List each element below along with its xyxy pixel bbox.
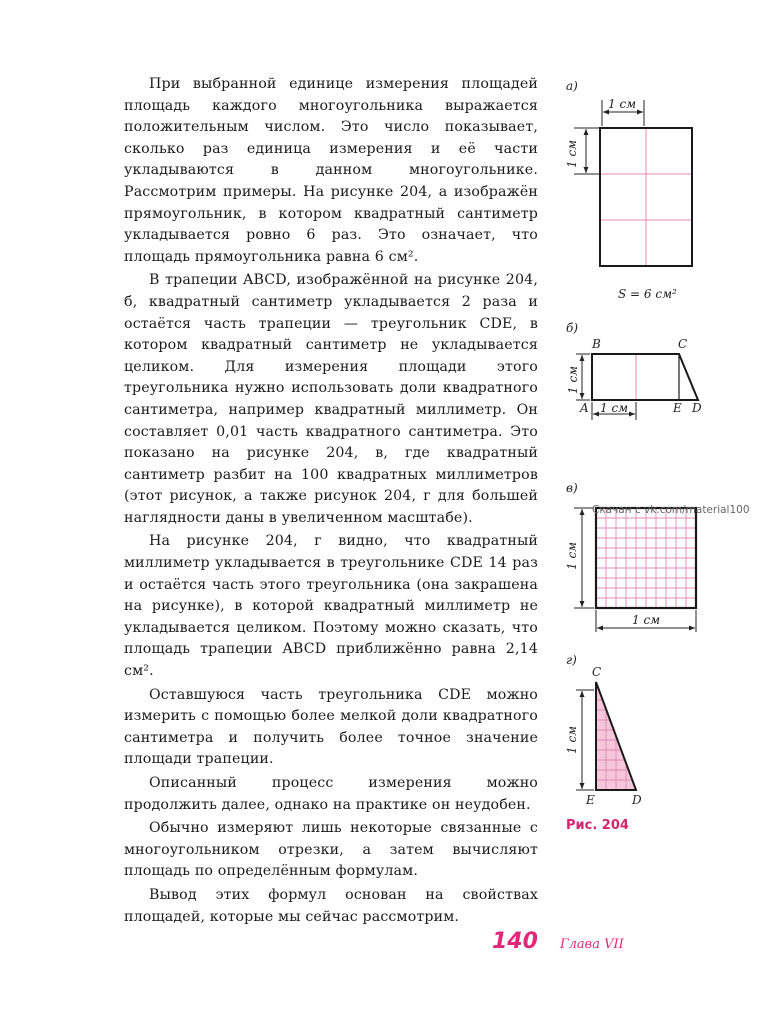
page-number: 140 [492, 929, 538, 954]
figure-v [556, 478, 771, 638]
unit-label: 1 см [565, 725, 579, 754]
figure-204 [556, 70, 771, 850]
vertex-label: B [592, 337, 601, 351]
paragraph: Описанный процесс измерения можно продолжить далее, однако на практике он неудобен. [124, 775, 538, 813]
unit-label: 1 см [608, 97, 637, 111]
paragraph: Обычно измеряют лишь некоторые связанные с многоугольником отрезки, а затем вычисляют площадь по определённым формулам. [124, 820, 538, 880]
vertex-label: E [673, 401, 682, 415]
figure-caption: Рис. 204 [566, 818, 629, 833]
area-label: S = 6 см² [618, 287, 677, 301]
body-text [124, 74, 538, 930]
vertex-label: C [592, 665, 602, 679]
unit-label: 1 см [565, 139, 579, 168]
unit-label: 1 см [566, 365, 580, 394]
vertex-label: D [692, 401, 702, 415]
watermark: Скачан с vk.com/material100 [592, 504, 750, 516]
paragraph: В трапеции ABCD, изображённой на рисунке 204, б, квадратный сантиметр укладывается 2 раза и остаётся часть трапеции — треугольник CDE, в котором квадратный сантиметр не укладывается целиком. Для измерения площади этого треугольника нужно использовать доли квадратного сантиметра, например квадратный миллиметр. Он составляет 0,01 часть квадратного сантиметра. Это показано на рисунке 204, в, где квадратный сантиметр разбит на 100 квадратных миллиметров (этот рисунок, а также рисунок 204, г для большей наглядности даны в увеличенном масштабе). [124, 272, 538, 526]
figure-a [556, 70, 771, 310]
paragraph: Вывод этих формул основан на свойствах площадей, которые мы сейчас рассмотрим. [124, 886, 538, 925]
figure-g-letter: г) [566, 653, 577, 667]
millimeter-grid [596, 508, 696, 608]
figure-g [556, 650, 771, 810]
figure-v-letter: в) [566, 481, 578, 495]
trapezoid-shape [592, 354, 698, 400]
unit-label: 1 см [565, 541, 579, 570]
vertex-label: D [632, 793, 642, 807]
figure-a-letter: а) [566, 79, 578, 93]
vertex-label: E [586, 793, 595, 807]
vertex-label: C [678, 337, 688, 351]
figure-b [556, 318, 771, 428]
figure-b-letter: б) [566, 321, 579, 335]
paragraph: На рисунке 204, г видно, что квадратный миллиметр укладывается в треугольнике CDE 14 раз и остаётся часть этого треугольника (она закрашена на рисунке), в которой квадратный миллиметр не укладывается целиком. Поэтому можно сказать, что площадь трапеции ABCD приближённо равна 2,14 см². [124, 533, 538, 680]
paragraph: При выбранной единице измерения площадей площадь каждого многоугольника выражается положительным числом. Это число показывает, сколько раз единица измерения и её части укладываются в данном многоугольнике. Рассмотрим примеры. На рисунке 204, а изображён прямоугольник, в котором квадратный сантиметр укладывается ровно 6 раз. Это означает, что площадь прямоугольника равна 6 см². [124, 76, 538, 265]
unit-label: 1 см [600, 401, 629, 415]
unit-label: 1 см [632, 613, 661, 627]
chapter-label: Глава VII [560, 937, 624, 952]
paragraph: Оставшуюся часть треугольника CDE можно измерить с помощью более мелкой доли квадратного сантиметра и получить более точное значение площади трапеции. [124, 686, 538, 768]
vertex-label: A [580, 401, 589, 415]
